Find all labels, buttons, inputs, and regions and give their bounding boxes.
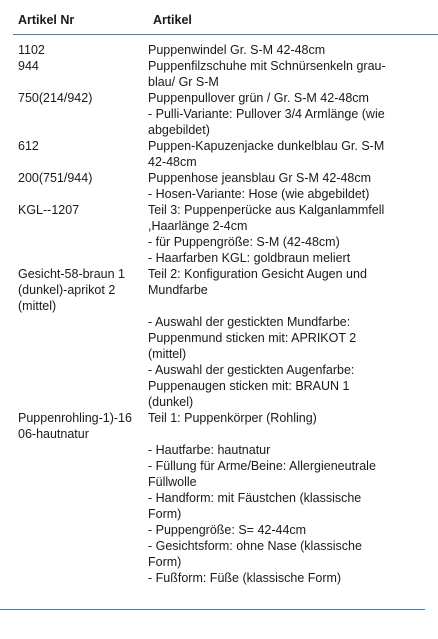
artikel-line: Puppenfilzschuhe mit Schnürsenkeln grau- <box>148 59 386 73</box>
table-row <box>13 202 438 266</box>
artikel-line: - Pulli-Variante: Pullover 3/4 Armlänge (wie <box>148 107 385 121</box>
artikel-cell <box>148 58 433 90</box>
artikel-line: Teil 1: Puppenkörper (Rohling) <box>148 411 317 425</box>
table-row <box>13 266 438 410</box>
artikel-line: abgebildet) <box>148 123 210 137</box>
artikel-cell <box>148 202 433 266</box>
artikel-cell <box>148 138 433 170</box>
artikel-nr-line: (mittel) <box>18 299 57 313</box>
artikel-line: blau/ Gr S-M <box>148 75 219 89</box>
artikel-line: Puppenaugen sticken mit: BRAUN 1 <box>148 379 350 393</box>
artikel-line: - Hautfarbe: hautnatur <box>148 443 271 457</box>
artikel-line: Form) <box>148 555 182 569</box>
artikel-line: (dunkel) <box>148 395 194 409</box>
artikel-cell <box>148 266 433 410</box>
table-bottom-rule <box>0 609 425 610</box>
artikel-line: Form) <box>148 507 182 521</box>
artikel-line: Puppenhose jeansblau Gr S-M 42-48cm <box>148 171 372 185</box>
table-row <box>13 410 438 586</box>
artikel-line: Puppenpullover grün / Gr. S-M 42-48cm <box>148 91 369 105</box>
artikel-nr-cell <box>13 58 148 90</box>
artikel-line: - Haarfarben KGL: goldbraun meliert <box>148 251 351 265</box>
table-row <box>13 138 438 170</box>
artikel-line <box>148 298 433 314</box>
artikel-nr-cell <box>13 266 148 410</box>
column-header-artikel: Artikel <box>153 13 192 27</box>
artikel-cell <box>148 90 433 138</box>
artikel-line: - Puppengröße: S= 42-44cm <box>148 523 307 537</box>
artikel-line: 42-48cm <box>148 155 197 169</box>
table-row <box>13 42 438 58</box>
artikel-nr-line: 1102 <box>18 43 45 57</box>
artikel-nr-line: KGL--1207 <box>18 203 80 217</box>
artikel-line <box>148 426 433 442</box>
order-items-table <box>13 0 438 586</box>
artikel-line: - Handform: mit Fäustchen (klassische <box>148 491 362 505</box>
artikel-line: Teil 2: Konfiguration Gesicht Augen und <box>148 267 367 281</box>
artikel-nr-cell <box>13 170 148 202</box>
table-row <box>13 58 438 90</box>
artikel-line: (mittel) <box>148 347 187 361</box>
table-body <box>13 35 438 586</box>
table-row <box>13 90 438 138</box>
artikel-line: Puppen-Kapuzenjacke dunkelblau Gr. S-M <box>148 139 385 153</box>
artikel-cell <box>148 170 433 202</box>
artikel-line: Puppenwindel Gr. S-M 42-48cm <box>148 43 326 57</box>
artikel-nr-line: Puppenrohling-1)-16 <box>18 411 132 425</box>
artikel-nr-line: 06-hautnatur <box>18 427 89 441</box>
artikel-line: - Auswahl der gestickten Mundfarbe: <box>148 315 351 329</box>
artikel-nr-line: 200(751/944) <box>18 171 93 185</box>
artikel-line: - für Puppengröße: S-M (42-48cm) <box>148 235 340 249</box>
artikel-line: Füllwolle <box>148 475 197 489</box>
artikel-line: ,Haarlänge 2-4cm <box>148 219 248 233</box>
table-header <box>13 0 438 35</box>
artikel-line: - Fußform: Füße (klassische Form) <box>148 571 342 585</box>
artikel-line: Puppenmund sticken mit: APRIKOT 2 <box>148 331 357 345</box>
artikel-line: Mundfarbe <box>148 283 208 297</box>
table-row <box>13 170 438 202</box>
artikel-cell <box>148 42 433 58</box>
artikel-nr-cell <box>13 410 148 586</box>
artikel-nr-line: Gesicht-58-braun 1 <box>18 267 126 281</box>
artikel-nr-cell <box>13 42 148 58</box>
artikel-line: - Hosen-Variante: Hose (wie abgebildet) <box>148 187 370 201</box>
artikel-line: Teil 3: Puppenperücke aus Kalganlammfell <box>148 203 385 217</box>
artikel-nr-line: 612 <box>18 139 39 153</box>
artikel-line: - Auswahl der gestickten Augenfarbe: <box>148 363 355 377</box>
artikel-nr-cell <box>13 202 148 266</box>
artikel-nr-line: 750(214/942) <box>18 91 93 105</box>
artikel-line: - Füllung für Arme/Beine: Allergieneutrale <box>148 459 376 473</box>
artikel-line: - Gesichtsform: ohne Nase (klassische <box>148 539 362 553</box>
artikel-nr-cell <box>13 90 148 138</box>
artikel-nr-line: (dunkel)-aprikot 2 <box>18 283 116 297</box>
artikel-nr-line: 944 <box>18 59 39 73</box>
column-header-artikel-nr: Artikel Nr <box>18 13 75 27</box>
artikel-nr-cell <box>13 138 148 170</box>
artikel-cell <box>148 410 433 586</box>
